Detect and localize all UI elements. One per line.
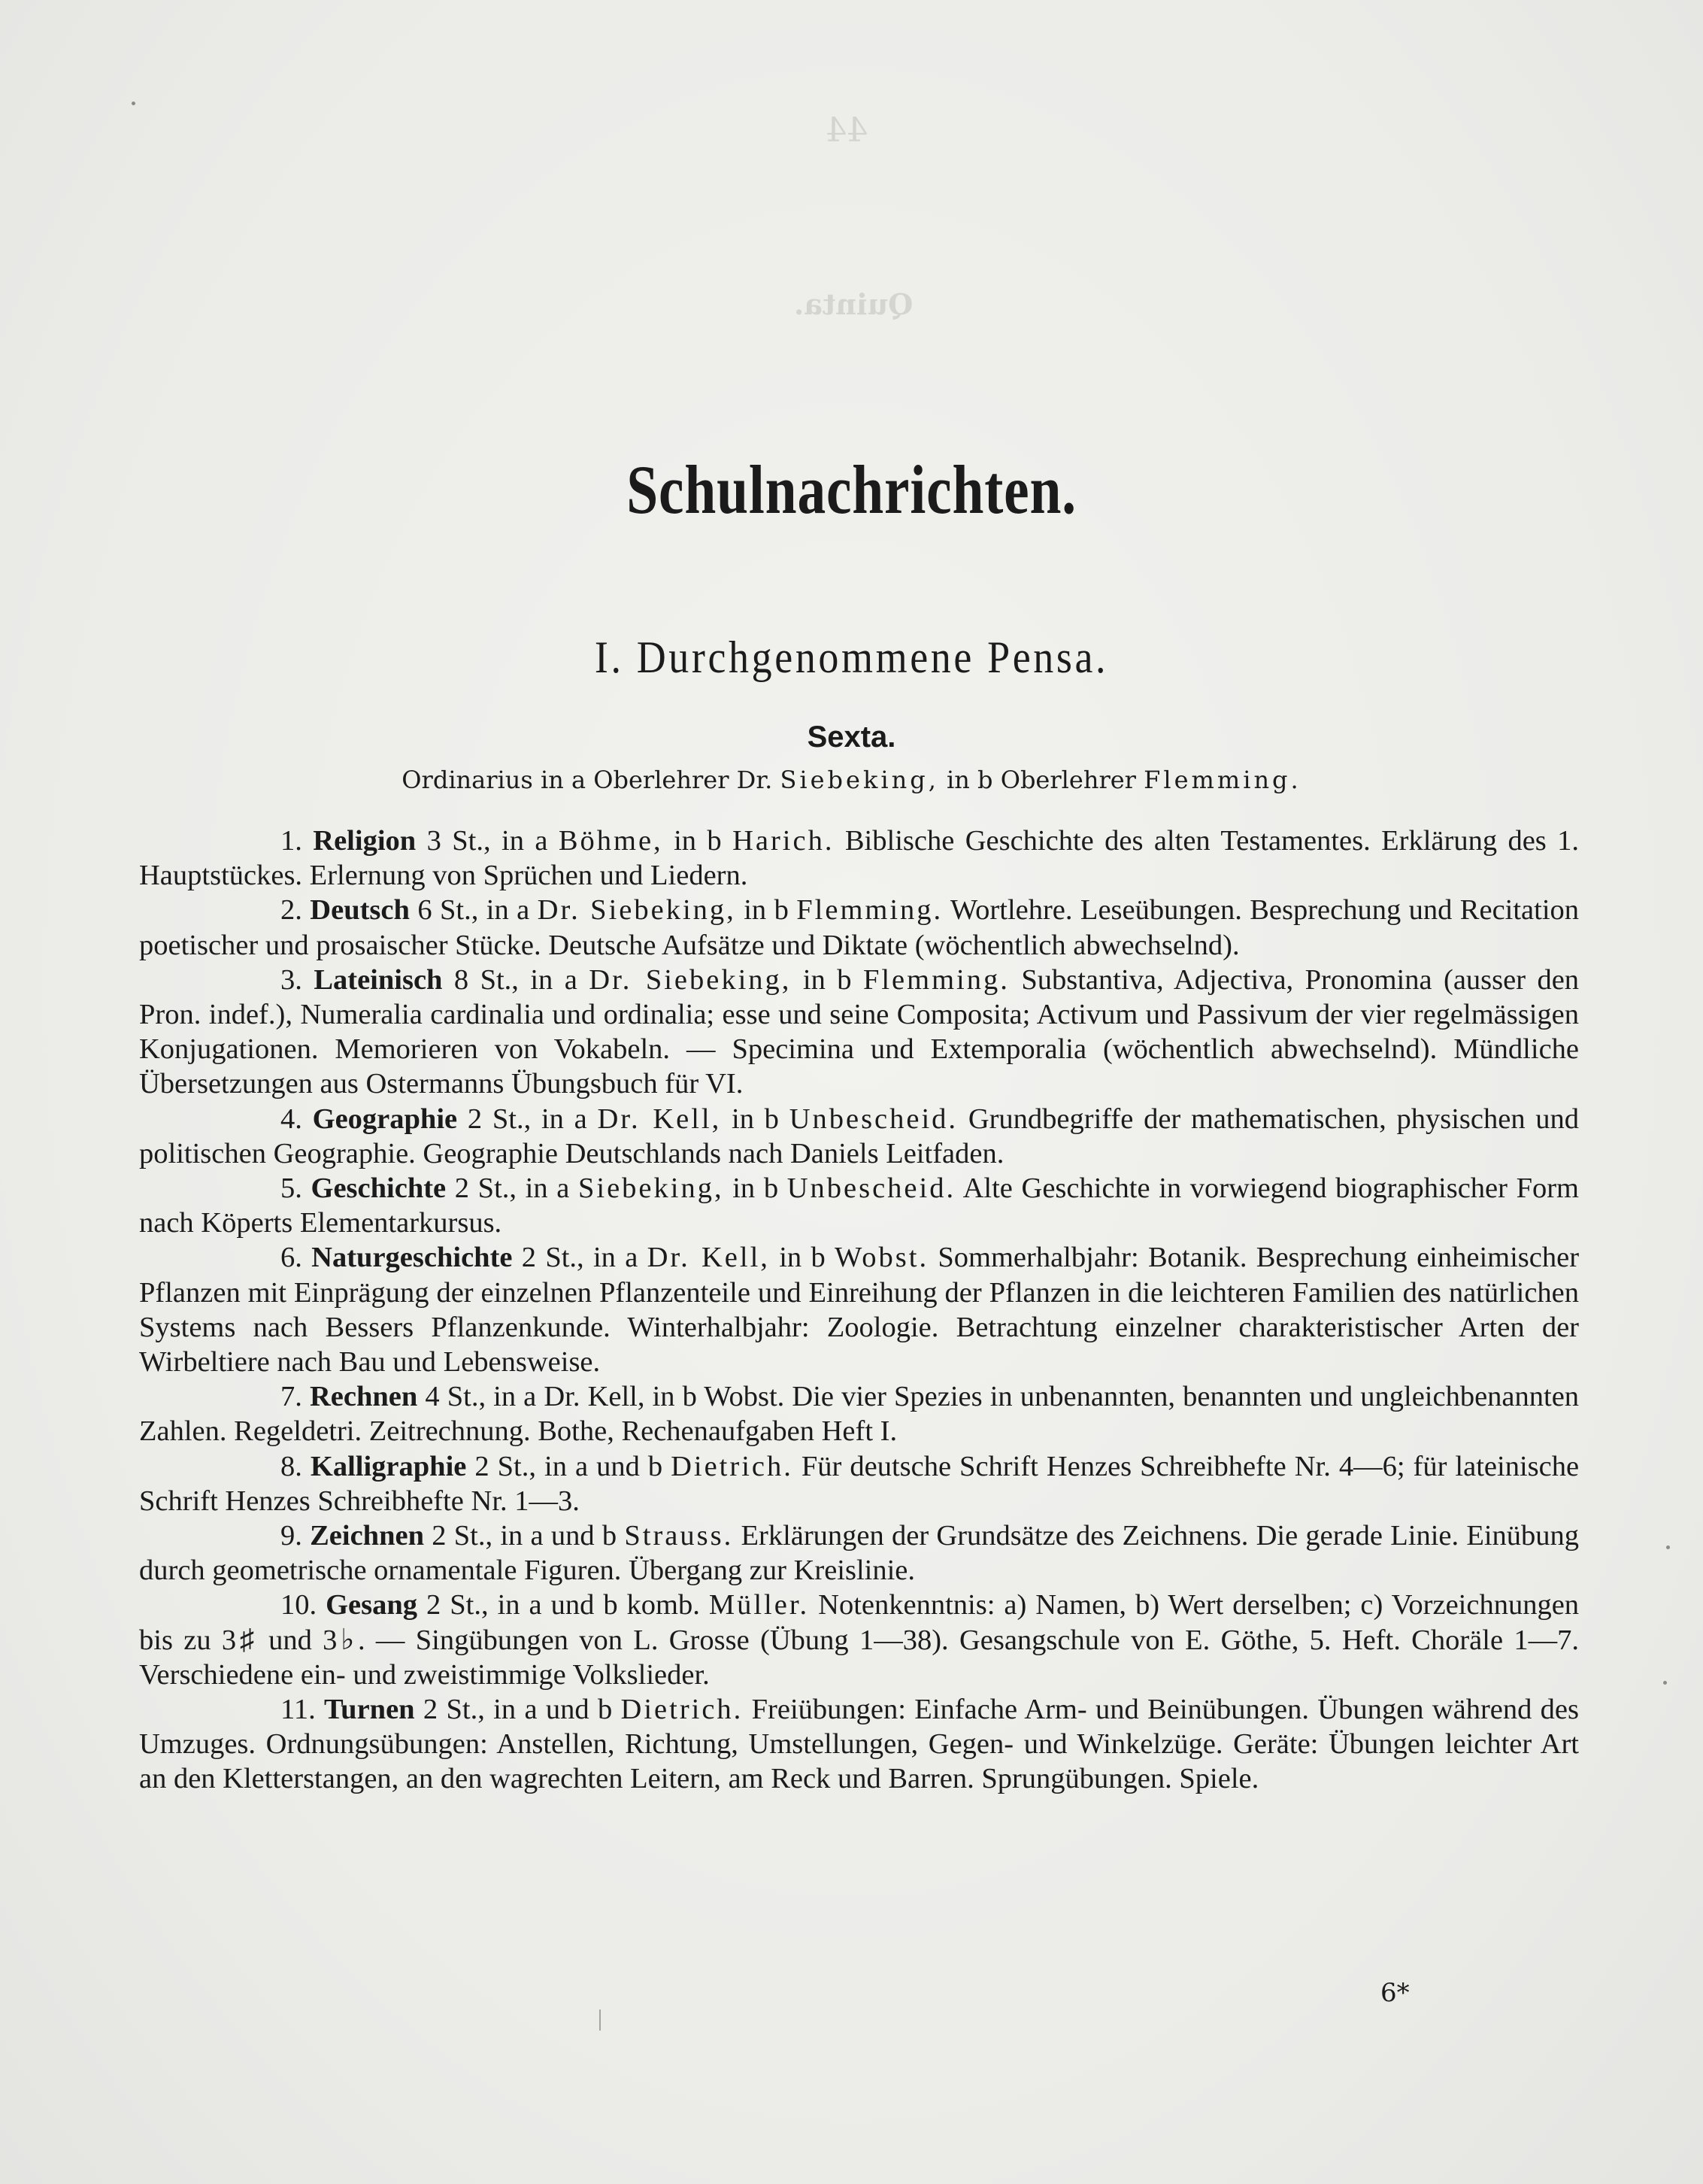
entry-text: Erklärungen der Grundsätze des Zeichnens. Die gerade Linie. Einübung durch geometrische ornamentale Figuren. Übergang zur Kreislinie. (139, 1520, 1580, 1587)
entry-text: Die vier Spezies in unbenannten, benannten und ungleichbenannten Zahlen. Regeldetri. Zeitrechnung. Bothe, Rechenaufgaben Heft I. (139, 1381, 1580, 1448)
subject-name: Deutsch (310, 894, 410, 927)
entry-text: Notenkenntnis: a) Namen, b) Wert derselben; c) Vorzeichnungen bis zu 3♯ und 3♭. — Singübungen von L. Grosse (Übung 1—38). Gesangschule von E. Göthe, 5. Heft. Choräle 1—7. Verschiedene ein- und zweistimmige Volkslieder. (139, 1589, 1580, 1691)
entry-number: 10. (280, 1589, 317, 1621)
curriculum-entry-kalligraphie (139, 1449, 1579, 1518)
hours: 2 St., in a (521, 1242, 638, 1274)
ordinarius-mid: in b Oberlehrer (947, 766, 1136, 794)
entry-number: 3. (280, 963, 302, 996)
entry-text: Alte Geschichte in vorwiegend biographischer Form nach Köperts Elementarkursus. (139, 1172, 1580, 1239)
page-title: Schulnachrichten. (626, 451, 1077, 528)
teacher-a: Dr. Kell, (647, 1242, 770, 1274)
signature-mark: 6* (1380, 1978, 1410, 2008)
teacher-b: Unbescheid. (789, 1103, 959, 1135)
teacher-a: und b (550, 1520, 617, 1552)
bleed-through-page-number: 44 (826, 111, 868, 150)
ordinarius-prefix: Ordinarius in a Oberlehrer Dr. (402, 766, 773, 794)
curriculum-entry-zeichnen (139, 1518, 1579, 1588)
teacher-a: Dr. Siebeking, (537, 894, 736, 927)
ordinarius-teacher-a: Siebeking, (780, 766, 939, 794)
curriculum-entry-geschichte (139, 1171, 1579, 1240)
subject-name: Naturgeschichte (311, 1242, 513, 1274)
subject-name: Rechnen (309, 1381, 418, 1413)
teacher-b: Flemming. (862, 963, 1010, 996)
teacher-a: Dr. Kell, (597, 1103, 722, 1135)
curriculum-entry-deutsch (139, 893, 1579, 962)
ordinarius-teacher-b: Flemming. (1144, 766, 1301, 794)
hours: 8 St., in a (453, 963, 577, 996)
class-heading: Sexta. (807, 720, 896, 754)
curriculum-entry-naturgeschichte (139, 1240, 1579, 1379)
teacher-b: Unbescheid. (786, 1172, 956, 1205)
teacher-a: und b (545, 1694, 613, 1726)
teacher-b: Strauss. (624, 1520, 734, 1552)
teacher-a: und b (596, 1450, 663, 1482)
teacher-connector: in b (674, 825, 722, 857)
hours: 2 St., in a (426, 1589, 542, 1621)
speck (1663, 1681, 1667, 1685)
entry-number: 6. (280, 1242, 302, 1274)
teacher-b: Flemming. (796, 894, 944, 927)
entry-number: 11. (280, 1694, 316, 1726)
hours: 2 St., in a (432, 1520, 544, 1552)
subject-name: Zeichnen (310, 1520, 425, 1552)
subject-name: Religion (313, 825, 417, 857)
subject-name: Geographie (312, 1103, 458, 1135)
entry-number: 1. (280, 825, 302, 857)
entry-text: Sommerhalbjahr: Botanik. Besprechung einheimischer Pflanzen mit Einprägung der einzelnen Pflanzenteile und Einreihung der Pflanzen in die leichteren Familien des natürlichen Systems nach Bessers Pflanzenkunde. Winterhalbjahr: Zoologie. Betrachtung einzelner charakteristischer Arten der Wirbeltiere nach Bau und Lebensweise. (139, 1242, 1580, 1379)
entry-number: 2. (280, 894, 302, 927)
teacher-a: und b komb. (550, 1589, 700, 1621)
bleed-through-class: Quinta. (794, 287, 914, 321)
teacher-a: Dr. Siebeking, (589, 963, 792, 996)
teacher-connector: in b (652, 1381, 697, 1413)
teacher-a: Dr. Kell, (544, 1381, 645, 1413)
teacher-b: Wobst. (704, 1381, 785, 1413)
entry-number: 5. (280, 1172, 302, 1205)
subject-name: Lateinisch (314, 963, 443, 996)
subject-name: Geschichte (311, 1172, 447, 1205)
teacher-connector: in b (732, 1172, 779, 1205)
teacher-connector: in b (802, 963, 852, 996)
subject-name: Kalligraphie (310, 1450, 467, 1482)
curriculum-entry-rechnen (139, 1379, 1579, 1448)
hours: 2 St., in a (454, 1172, 570, 1205)
hours: 2 St., in a (423, 1694, 538, 1726)
subject-name: Gesang (326, 1589, 418, 1621)
hours: 4 St., in a (425, 1381, 537, 1413)
teacher-b: Dietrich. (620, 1694, 744, 1726)
curriculum-entry-gesang (139, 1588, 1579, 1692)
edge-mark (599, 2010, 601, 2031)
entry-text: Freiübungen: Einfache Arm- und Beinübungen. Übungen während des Umzuges. Ordnungsübungen: Anstellen, Richtung, Umstellungen, Gegen- und Winkelzüge. Geräte: Übungen leichter Art an den Kletterstangen, an den wagrechten Leitern, am Reck und Barren. Sprungübungen. Spiele. (139, 1694, 1579, 1795)
entry-text: Grundbegriffe der mathematischen, physischen und politischen Geographie. Geographie Deutschlands nach Daniels Leitfaden. (139, 1103, 1580, 1169)
teacher-a: Böhme, (558, 825, 663, 857)
teacher-connector: in b (779, 1242, 826, 1274)
ordinarius-line (0, 766, 1703, 794)
speck (1666, 1545, 1670, 1549)
hours: 6 St., in a (417, 894, 530, 927)
entry-text: Wortlehre. Leseübungen. Besprechung und Recitation poetischer und prosaischer Stücke. Deutsche Aufsätze und Diktate (wöchentlich abwechselnd). (139, 894, 1580, 961)
curriculum-entry-geographie (139, 1102, 1579, 1171)
entry-number: 7. (280, 1381, 302, 1413)
curriculum-entry-lateinisch (139, 963, 1579, 1102)
entry-text: Biblische Geschichte des alten Testamentes. Erklärung des 1. Hauptstückes. Erlernung von Sprüchen und Liedern. (139, 825, 1580, 892)
hours: 2 St., in a (474, 1450, 589, 1482)
teacher-b: Wobst. (835, 1242, 929, 1274)
speck (132, 102, 135, 105)
entry-number: 4. (280, 1103, 302, 1135)
teacher-connector: in b (732, 1103, 779, 1135)
subject-name: Turnen (324, 1694, 415, 1726)
teacher-a: Siebeking, (577, 1172, 724, 1205)
teacher-b: Harich. (732, 825, 835, 857)
teacher-b: Müller. (708, 1589, 810, 1621)
teacher-b: Dietrich. (671, 1450, 793, 1482)
hours: 2 St., in a (467, 1103, 587, 1135)
hours: 3 St., in a (426, 825, 548, 857)
curriculum-list (139, 824, 1579, 1797)
teacher-connector: in b (744, 894, 789, 927)
entry-text: Für deutsche Schrift Henzes Schreibhefte Nr. 4—6; für lateinische Schrift Henzes Schreibhefte Nr. 1—3. (139, 1450, 1580, 1517)
curriculum-entry-religion (139, 824, 1579, 893)
curriculum-entry-turnen (139, 1692, 1579, 1797)
entry-text: Substantiva, Adjectiva, Pronomina (ausser den Pron. indef.), Numeralia cardinalia und ordinalia; esse und seine Composita; Activum und Passivum der vier regelmässigen Konjugationen. Memorieren von Vokabeln. — Specimina und Extemporalia (wöchentlich abwechselnd). Mündliche Übersetzungen aus Ostermanns Übungsbuch für VI. (139, 963, 1580, 1100)
section-heading: I. Durchgenommene Pensa. (594, 632, 1109, 682)
entry-number: 8. (280, 1450, 302, 1482)
entry-number: 9. (280, 1520, 302, 1552)
